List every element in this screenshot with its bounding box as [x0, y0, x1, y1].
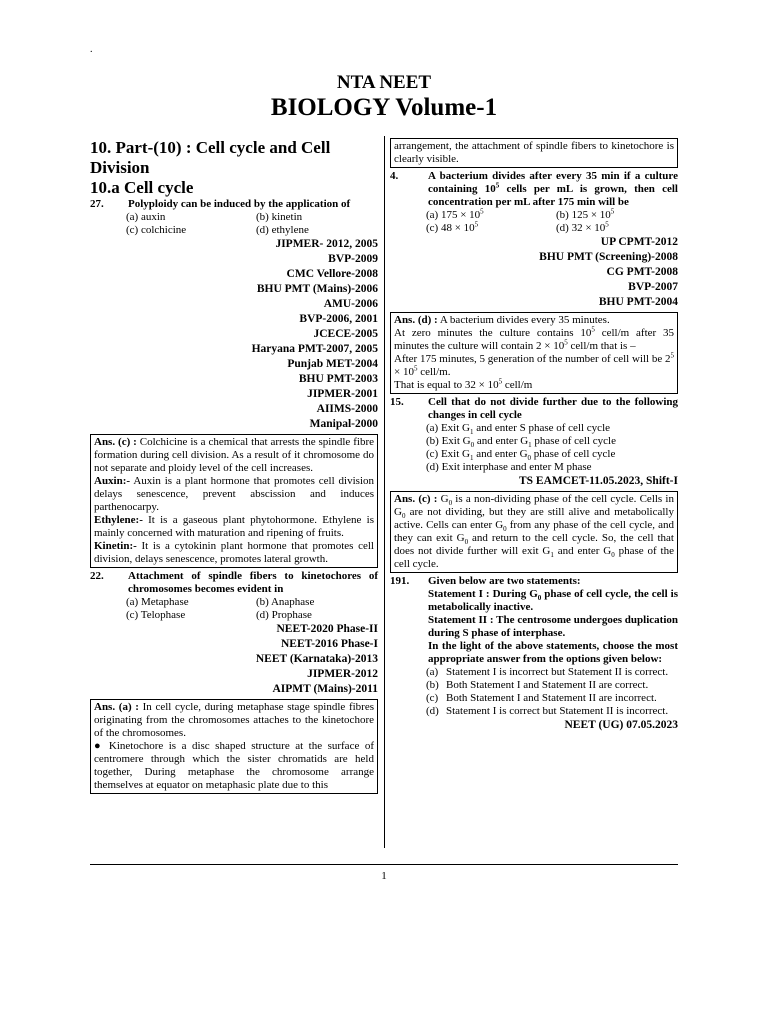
- exam-source: BHU PMT-2003: [298, 373, 378, 385]
- exam-source: Punjab MET-2004: [287, 358, 378, 370]
- question-instruction: In the light of the above statements, choose the most appropriate answer from the options given below:: [428, 640, 678, 665]
- answer-continuation: arrangement, the attachment of spindle fibers to kinetochore is clearly visible.: [394, 140, 674, 165]
- question-number: 4.: [390, 170, 399, 182]
- question-191: [390, 575, 678, 666]
- stray-dot: .: [90, 44, 93, 55]
- exam-source: UP CPMT-2012: [600, 236, 678, 248]
- sources-27: [90, 237, 378, 432]
- option-d: (d) Statement I is correct but Statement II is incorrect.: [426, 705, 669, 717]
- option-c: (c) Telophase: [126, 609, 186, 621]
- option-a: (a) Statement I is incorrect but Statement II is correct.: [426, 666, 669, 678]
- exam-source: CMC Vellore-2008: [286, 268, 378, 280]
- page-number: 1: [381, 870, 387, 882]
- answer-box-27: [90, 434, 378, 568]
- column-divider: [384, 136, 385, 848]
- question-number: 22.: [90, 570, 104, 582]
- answer-text: Colchicine is a chemical that arrests the spindle fibre formation during cell division. As a result of it chromosome do not separate and ploidy level of the cell increases.: [94, 436, 374, 474]
- option-a: (a) auxin: [126, 211, 166, 223]
- exam-source: JIPMER- 2012, 2005: [275, 238, 378, 250]
- answer-line: After 175 minutes, 5 generation of the number of cell will be $2^5 \times 10^5$ cell/m.: [394, 351, 674, 378]
- exam-source: Manipal-2000: [309, 418, 378, 430]
- exam-source: Haryana PMT-2007, 2005: [251, 343, 378, 355]
- option-a: (a) Exit $G_1$ and enter S phase of cell cycle: [426, 422, 611, 437]
- question-text: A bacterium divides after every 35 min if a culture containing $10^5$ cells per mL is grown, then cell concentration per mL after 175 min will be: [428, 170, 678, 208]
- exam-source: BHU PMT (Screening)-2008: [539, 251, 678, 263]
- option-d: (d) ethylene: [256, 224, 309, 236]
- answer-box-22: [90, 699, 378, 794]
- question-number: 191.: [390, 575, 410, 587]
- statement-2: Statement II : The centrosome undergoes duplication during S phase of interphase.: [428, 614, 678, 639]
- exam-source: NEET (Karnataka)-2013: [255, 653, 378, 665]
- answer-label: Ans. (d) :: [394, 314, 438, 326]
- answer-label: Ans. (c) :: [394, 493, 438, 505]
- question-4: [390, 170, 678, 209]
- left-column: [90, 138, 378, 796]
- options-191: [426, 666, 678, 718]
- answer-box-15: Ans. (c) : $G_0$ is a non-dividing phase of the cell cycle. Cells in $G_0$ are not dividing, but they are still alive and metabolically active. Cells can enter $G_0$ from any phase of the cell cycle, and they can exit $G_0$ and return to the cell cycle. So, the cell that does not divide further will exit $G_1$ and enter $G_0$ phase of the cell cycle.: [390, 491, 678, 573]
- exam-source: JIPMER-2012: [307, 668, 378, 680]
- option-d: (d) Prophase: [256, 609, 312, 621]
- option-c: (c) Exit $G_1$ and enter $G_0$ phase of cell cycle: [426, 448, 616, 463]
- book-title: NTA NEET: [336, 72, 432, 93]
- auxin-label: Auxin:-: [94, 475, 131, 487]
- option-d: (d) Exit interphase and enter M phase: [426, 461, 592, 473]
- question-22: [90, 570, 378, 596]
- sources-22: [90, 622, 378, 697]
- subsection-title: 10.a Cell cycle: [90, 178, 194, 197]
- statement-1: Statement I : During $G_0$ phase of cell cycle, the cell is metabolically inactive.: [428, 588, 678, 613]
- exam-source: JCECE-2005: [313, 328, 378, 340]
- exam-source: BVP-2009: [328, 253, 378, 265]
- question-15: [390, 396, 678, 422]
- option-b: (b) Exit $G_0$ and enter $G_1$ phase of cell cycle: [426, 435, 616, 450]
- options-15: [426, 422, 678, 474]
- answer-line: That is equal to $32 \times 10^5$ cell/m: [394, 377, 533, 391]
- question-text: Cell that do not divide further due to the following changes in cell cycle: [428, 396, 678, 421]
- answer-line: At zero minutes the culture contains $10^5$ cell/m after 35 minutes the culture will contain $2 \times 10^5$ cell/m that is –: [394, 325, 674, 352]
- option-a: (a) $175 \times 10^5$: [426, 207, 484, 221]
- exam-source: AIIMS-2000: [316, 403, 378, 415]
- answer-label: Ans. (c) :: [94, 436, 137, 448]
- exam-source: BHU PMT-2004: [598, 296, 678, 308]
- exam-source: NEET-2016 Phase-I: [280, 638, 378, 650]
- kinetin-text: It is a cytokinin plant hormone that promotes cell division, delays senescence, promotes lateral growth.: [94, 540, 374, 565]
- option-c: (c) colchicine: [126, 224, 187, 236]
- options-4: [426, 209, 678, 235]
- answer-label: Ans. (a) :: [94, 701, 139, 713]
- exam-source: BHU PMT (Mains)-2006: [256, 283, 378, 295]
- options-27: [126, 211, 378, 237]
- book-subtitle: BIOLOGY Volume-1: [270, 94, 498, 121]
- answer-box-22-continued: [390, 138, 678, 168]
- kinetin-label: Kinetin:-: [94, 540, 137, 552]
- option-b: (b) $125 \times 10^5$: [556, 207, 615, 221]
- exam-source: NEET-2020 Phase-II: [276, 623, 378, 635]
- question-intro: Given below are two statements:: [428, 575, 581, 587]
- answer-text: In cell cycle, during metaphase stage spindle fibres originating from the chromosomes attaches to the kinetochore of the chromosomes.: [94, 701, 374, 739]
- exam-source: JIPMER-2001: [307, 388, 378, 400]
- option-d: (d) $32 \times 10^5$: [556, 220, 609, 234]
- ethylene-label: Ethylene:-: [94, 514, 143, 526]
- footer-rule: [90, 864, 678, 865]
- option-b: (b) Both Statement I and Statement II are correct.: [426, 679, 649, 691]
- auxin-text: Auxin is a plant hormone that promotes cell division delays senescence, prevent abscission and induces parthenocarpy.: [94, 475, 374, 513]
- question-text: Attachment of spindle fibers to kinetochores of chromosomes becomes evident in: [128, 570, 378, 595]
- option-b: (b) Anaphase: [256, 596, 315, 608]
- kinetochore-bullet: ● Kinetochore is a disc shaped structure at the surface of centromere through which the sister chromatids are held together, During metaphase the chromosome arrange themselves at equator on metaphasic plate due to this: [94, 740, 374, 791]
- options-22: [126, 596, 378, 622]
- option-a: (a) Metaphase: [126, 596, 189, 608]
- exam-source: AMU-2006: [323, 298, 378, 310]
- question-number: 27.: [90, 198, 104, 210]
- option-c: (c) $48 \times 10^5$: [426, 220, 479, 234]
- exam-source: CG PMT-2008: [606, 266, 678, 278]
- exam-source: BVP-2007: [628, 281, 678, 293]
- question-27: [90, 198, 378, 211]
- exam-source: NEET (UG) 07.05.2023: [564, 719, 678, 731]
- sources-4: [390, 235, 678, 310]
- exam-source: BVP-2006, 2001: [299, 313, 378, 325]
- question-text: Polyploidy can be induced by the application of: [128, 198, 351, 210]
- right-column: [390, 138, 678, 733]
- exam-source: AIPMT (Mains)-2011: [272, 683, 378, 695]
- exam-source: TS EAMCET-11.05.2023, Shift-I: [518, 475, 678, 487]
- answer-box-4: Ans. (d) : A bacterium divides every 35 minutes. At zero minutes the culture contains $10^5$ cell/m after 35 minutes the culture will contain $2 \times 10^5$ cell/m that is – After 175 minutes, 5 generation of the number of cell will be $2^5 \times 10^5$ cell/m. That is equal to $32 \times 10^5$ cell/m: [390, 312, 678, 394]
- option-c: (c) Both Statement I and Statement II are incorrect.: [426, 692, 657, 704]
- question-number: 15.: [390, 396, 404, 408]
- option-b: (b) kinetin: [256, 211, 303, 223]
- section-title: 10. Part-(10) : Cell cycle and Cell Division: [90, 138, 331, 177]
- ethylene-text: It is a gaseous plant phytohormone. Ethylene is mainly concerned with maturation and ripening of fruits.: [94, 514, 374, 539]
